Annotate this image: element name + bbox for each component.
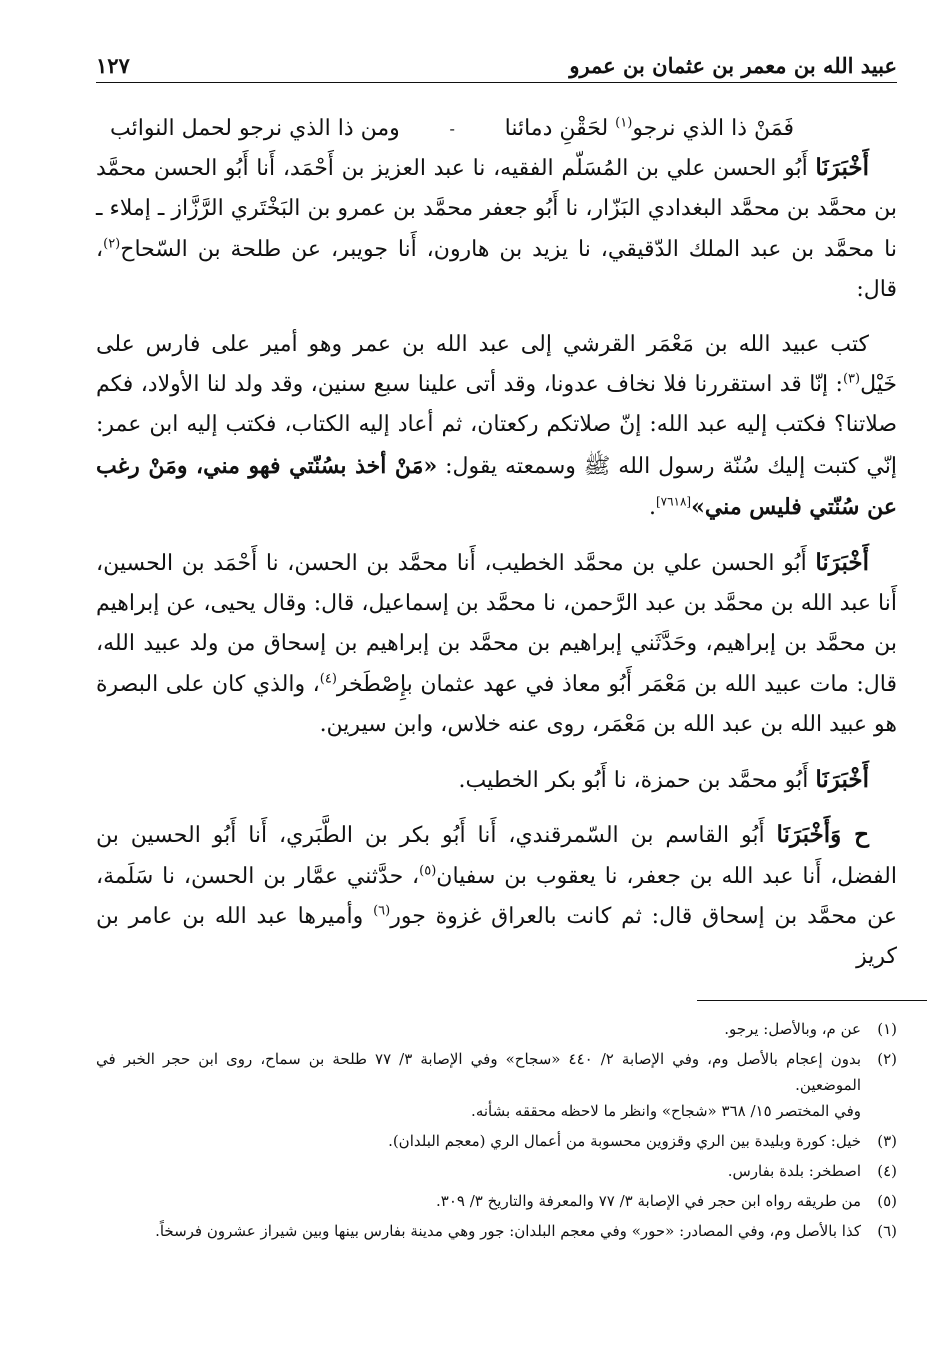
- footnote-1: [96, 1016, 897, 1042]
- footnote-text: [96, 1188, 861, 1214]
- page-number: ١٢٧: [96, 53, 130, 78]
- footnote-ref-4: (٤): [319, 671, 337, 687]
- narration-word: أَخْبَرَنَا: [815, 765, 869, 793]
- footnote-line: كذا بالأصل وم، وفي المصادر: «حور» وفي معجم البلدان: جور وهي مدينة بفارس بينها وبين شيراز عشرون فرسخاً.: [155, 1222, 861, 1240]
- paragraph-text-end: ، قال:: [96, 236, 897, 303]
- footnote-6: [96, 1218, 897, 1244]
- footnote-ref-6: (٦): [373, 903, 391, 919]
- footnote-line: عن م، وبالأصل: يرجو.: [724, 1020, 861, 1038]
- hadith-quote: «مَنْ أخذ بسُنّتي فهو مني، ومَنْ رغب عن سُنّتي فليس مني»: [96, 452, 897, 521]
- footnote-line: من طريقه رواه ابن حجر في الإصابة ٣/ ٧٧ والمعرفة والتاريخ ٣/ ٣٠٩.: [435, 1192, 861, 1210]
- verse-text-right-end: لحَقْنِ دمائنا: [504, 115, 609, 141]
- paragraph-text-cont: : إنّا قد استقررنا فلا نخاف عدونا، وقد أتى علينا سبع سنين، وقد ولد لنا الأولاد، فكم صلاتنا؟ فكتب إليه عبد الله: إنّ صلاتكم ركعتان، ثم أعاد إليه الكتاب، فكتب إليه ابن عمر: إنّي كتبت إليك سُنّة رسول الله ﷺ وسمعته يقول:: [96, 372, 898, 479]
- paragraph-report-1: [96, 325, 897, 529]
- footnote-number: (٣): [877, 1132, 897, 1150]
- footnote-line: خيل: كورة وبليدة بين الري وقزوين محسوبة من أعمال الري (معجم البلدان).: [388, 1132, 861, 1150]
- verse-hemistich-left: ومن ذا الذي نرجو لحمل النوائب: [110, 115, 400, 141]
- verse-text-right: فَمَنْ ذا الذي نرجو: [632, 115, 794, 141]
- footnote-2: [96, 1046, 897, 1124]
- footnote-text: [96, 1016, 861, 1042]
- narration-word: أَخْبَرَنَا: [815, 548, 869, 576]
- footnote-line: بدون إعجام بالأصل وم، وفي الإصابة ٢/ ٤٤٠ «سجاح» وفي الإصابة ٣/ ٧٧ طلحة بن سماح، روى ابن حجر الخبر في الموضعين.: [96, 1050, 862, 1094]
- paragraph-text-cont: ، والذي كان على البصرة هو عبيد الله بن عبد الله بن مَعْمَر، روى عنه خلاس، وابن سيرين.: [96, 671, 897, 738]
- footnote-ref-3: (٣): [842, 371, 861, 387]
- footnote-line: اصطخر: بلدة بفارس.: [727, 1162, 861, 1180]
- narration-word: ح وَأَخْبَرَنَا: [776, 821, 870, 849]
- footnote-5: [96, 1188, 897, 1214]
- poetry-verse: [110, 108, 794, 148]
- footnote-number: (٢): [877, 1050, 897, 1068]
- paragraph-text: كتب عبيد الله بن مَعْمَر القرشي إلى عبد الله بن عمر وهو أمير على فارس على خَيْل: [96, 331, 897, 398]
- verse-hemistich-right: [505, 116, 794, 141]
- footnotes: [96, 1016, 897, 1248]
- footnote-text: [96, 1218, 861, 1244]
- footnote-rule: [697, 1000, 927, 1001]
- paragraph-text: أَبُو محمَّد بن حمزة، نا أَبُو بكر الخطيب.: [458, 767, 816, 793]
- paragraph-text: أَبُو الحسن علي بن محمَّد الخطيب، أَنا محمَّد بن الحسن، نا أَحْمَد بن الحسين، أَنا عبد الله بن محمَّد بن عبد الرَّحمن، نا محمَّد بن إسماعيل، قال: وقال يحيى، عن إبراهيم بن محمَّد بن إبراهيم، وحَدَّثَني إبراهيم بن محمَّد بن إبراهيم بن إسحاق من ولد عبيد الله، قال: مات عبيد الله بن مَعْمَر أَبُو معاذ في عهد عثمان بإِصْطَخر: [96, 550, 897, 697]
- footnote-ref-5: (٥): [419, 863, 437, 879]
- footnote-4: [96, 1158, 897, 1184]
- footnote-ref-1: (١): [615, 115, 633, 131]
- paragraph-isnad-1: [96, 148, 897, 311]
- footnote-number: (٤): [877, 1162, 897, 1180]
- narration-word: أَخْبَرَنَا: [815, 154, 869, 181]
- footnote-text: [96, 1128, 861, 1154]
- footnote-text: [96, 1046, 861, 1124]
- footnote-number: (٦): [877, 1222, 897, 1240]
- header-rule: [96, 82, 897, 83]
- footnote-3: [96, 1128, 897, 1154]
- footnote-number: (١): [877, 1020, 897, 1038]
- hadith-number: [٧٦١٨]: [655, 494, 692, 509]
- running-title: عبيد الله بن معمر بن عثمان بن عمرو: [569, 53, 897, 78]
- footnote-text: [96, 1158, 861, 1184]
- verse-separator: -: [449, 118, 455, 138]
- footnote-line: وفي المختصر ١٥/ ٣٦٨ «شجاح» وانظر ما لاحظه محققه بشأنه.: [471, 1102, 861, 1120]
- footnote-ref-2: (٢): [103, 236, 121, 252]
- paragraph-text: أَبُو الحسن علي بن المُسَلّم الفقيه، نا عبد العزيز بن أَحْمَد، أَنا أَبُو الحسن محمَّد بن محمَّد بن محمَّد البغدادي البَزّار، نا أَبُو جعفر محمَّد بن عمرو بن البَخْتَري الرَّزَّاز ـ إملاء ـ نا محمَّد بن عبد الملك الدّقيقي، نا يزيد بن هارون، أَنا جويبر، عن طلحة بن السّحاح: [96, 156, 897, 262]
- paragraph-text-end: وأميرها عبد الله بن عامر بن كريز: [96, 903, 897, 970]
- running-header: [96, 48, 897, 78]
- footnote-number: (٥): [877, 1192, 897, 1210]
- paragraph-text-end: .: [648, 495, 656, 521]
- paragraph-text-cont: ، حدَّثني عمَّار بن الحسن، نا سَلَمة، عن محمَّد بن إسحاق قال: ثم كانت بالعراق غزوة جور: [96, 863, 897, 929]
- main-text: [96, 148, 897, 992]
- paragraph-isnad-4: [96, 815, 897, 978]
- paragraph-isnad-2: [96, 543, 897, 746]
- paragraph-isnad-3: [96, 760, 897, 801]
- paragraph-text: أَبُو القاسم بن السّمرقندي، أَنا أَبُو بكر بن الطَّبَري، أَنا أَبُو الحسين بن الفضل، أَنا عبد الله بن جعفر، نا يعقوب بن سفيان: [96, 823, 897, 889]
